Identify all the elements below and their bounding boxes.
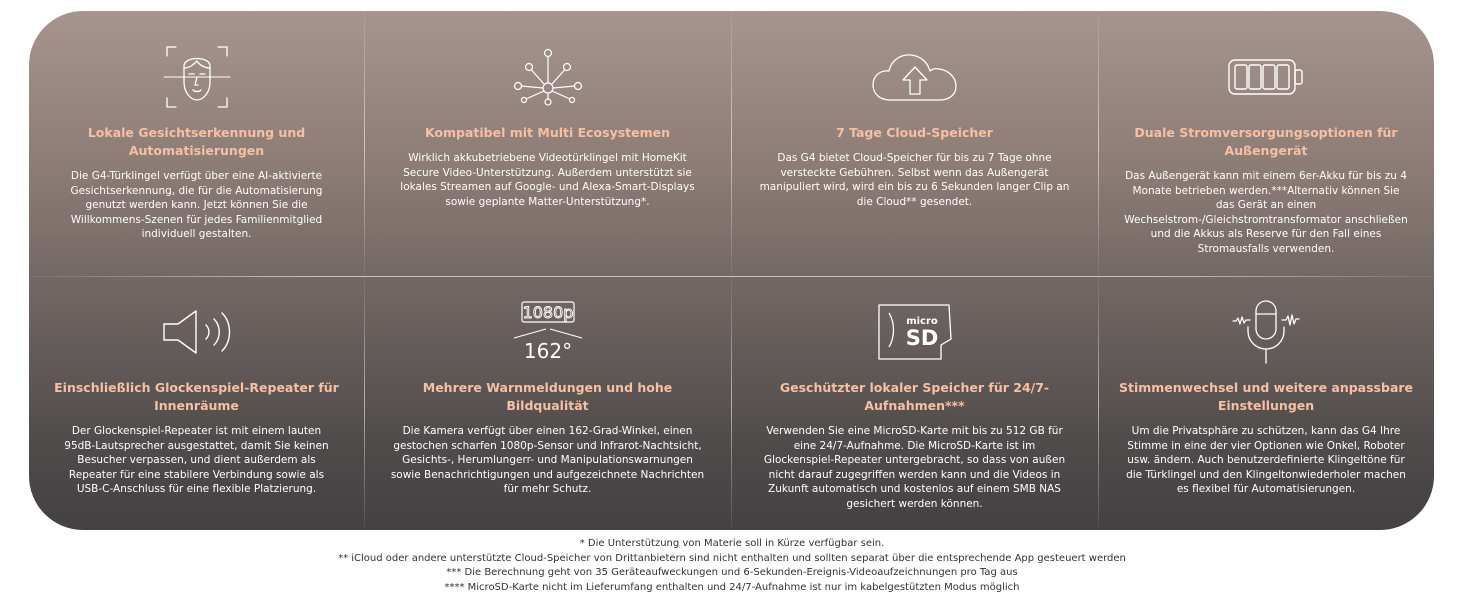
speaker-icon (162, 298, 232, 366)
feature-ecosystems (364, 11, 731, 276)
feature-description: Der Glockenspiel-Repeater ist mit einem lauten 95dB-Lautsprecher ausgestattet, damit Sie keinen Besucher verpassen, und dient außerdem als Repeater für eine stabilere Verbindung sowie als USB-C-Anschluss für eine flexible Platzierung. (64, 425, 329, 496)
feature-local-storage (731, 276, 1098, 530)
features-grid (29, 11, 1434, 530)
feature-title: 7 Tage Cloud-Speicher (836, 125, 993, 140)
footnote: ** iCloud oder andere unterstützte Cloud-Speicher von Drittanbietern sind nicht enthalten und sollten separat über die entsprechende App gesteuert werden (338, 552, 1126, 564)
feature-title: Geschützter lokaler Speicher für 24/7-Aufnahmen*** (779, 380, 1050, 413)
feature-description: Die Kamera verfügt über einen 162-Grad-Winkel, einen gestochen scharfen 1080p-Sensor und Infrarot-Nachtsicht, Gesichts-, Herumlungerr- und Manipulationswarnungen sowie Benachrichtigungen und aufgezeichnete Nachrichten für mehr Schutz. (390, 425, 705, 496)
features-panel (29, 11, 1434, 530)
feature-alerts-quality (364, 276, 731, 530)
cloud-upload-icon (872, 43, 958, 111)
1080p-162-degree-icon (512, 298, 584, 366)
card-label-sd: SD (905, 326, 938, 350)
view-angle: 162° (523, 339, 572, 363)
feature-face-recognition (29, 11, 364, 276)
feature-title: Mehrere Warnmeldungen und hohe Bildqualität (422, 380, 673, 413)
card-label-micro: micro (905, 316, 938, 327)
face-recognition-icon (164, 43, 230, 111)
footnote: * Die Unterstützung von Materie soll in Kürze verfügbar sein. (579, 538, 885, 549)
footnotes (0, 537, 1464, 595)
feature-cloud-storage (731, 11, 1098, 276)
feature-description: Verwenden Sie eine MicroSD-Karte mit bis zu 512 GB für eine 24/7-Aufnahme. Die MicroSD-Karte ist im Glockenspiel-Repeater untergebracht, so dass von außen nicht darauf zugegriffen werden kann und die Videos in Zukunft automatisch und kostenlos auf einem SMB NAS gesichert werden können. (763, 425, 1066, 510)
feature-description: Das Außengerät kann mit einem 6er-Akku für bis zu 4 Monate betrieben werden.***Alternativ können Sie das Gerät an einen Wechselstrom-/Gleichstromtransformator anschließen und die Akkus als Reserve für den Fall eines Stromausfalls verwenden. (1124, 170, 1408, 255)
feature-voice-settings (1098, 276, 1434, 530)
feature-title: Stimmenwechsel und weitere anpassbare Einstellungen (1118, 380, 1414, 413)
footnote: **** MicroSD-Karte nicht im Lieferumfang enthalten und 24/7-Aufnahme ist nur im kabelgestützten Modus möglich (444, 581, 1020, 593)
feature-title: Lokale Gesichtserkennung und Automatisierungen (87, 125, 306, 158)
ecosystem-network-icon (512, 43, 584, 111)
microphone-voice-icon (1231, 298, 1301, 366)
feature-title: Duale Stromversorgungsoptionen für Außengerät (1134, 125, 1398, 158)
footnote: *** Die Berechnung geht von 35 Geräteaufweckungen und 6-Sekunden-Ereignis-Videoaufzeichnungen pro Tag aus (446, 567, 1018, 578)
battery-icon (1228, 43, 1304, 111)
resolution-badge: 1080p (522, 303, 573, 322)
feature-description: Wirklich akkubetriebene Videotürklingel mit HomeKit Secure Video-Unterstützung. Außerdem unterstützt sie lokales Streamen auf Google- und Alexa-Smart-Displays sowie geplante Matter-Unterstützung*. (400, 152, 695, 208)
feature-title: Einschließlich Glockenspiel-Repeater für Innenräume (54, 380, 339, 413)
feature-description: Das G4 bietet Cloud-Speicher für bis zu 7 Tage ohne versteckte Gebühren. Selbst wenn das Außengerät manipuliert wird, wird ein bis zu 6 Sekunden langer Clip an die Cloud** gesendet. (759, 152, 1070, 208)
feature-title: Kompatibel mit Multi Ecosystemen (424, 125, 671, 140)
microsd-card-icon (877, 298, 953, 366)
feature-description: Die G4-Türklingel verfügt über eine AI-aktivierte Gesichtserkennung, die für die Automatisierung genutzt werden kann. Jetzt können Sie die Willkommens-Szenen für jedes Familienmitglied individuell gestalten. (70, 170, 323, 241)
feature-chime-repeater (29, 276, 364, 530)
feature-power-options (1098, 11, 1434, 276)
feature-description: Um die Privatsphäre zu schützen, kann das G4 Ihre Stimme in eine der vier Optionen wie Onkel, Roboter usw. ändern. Auch benutzerdefinierte Klingeltöne für die Türklingel und den Klingeltonwiederholer machen es flexibel für Automatisierungen. (1126, 425, 1406, 496)
